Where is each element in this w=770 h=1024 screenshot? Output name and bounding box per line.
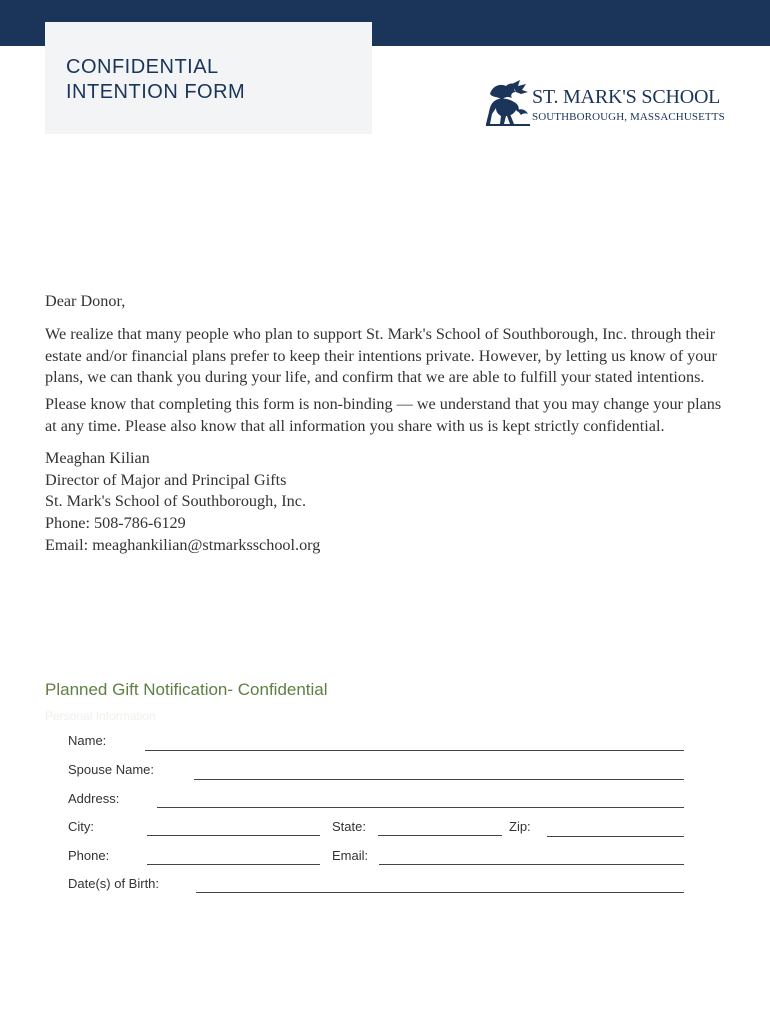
signature-phone: Phone: 508-786-6129	[45, 514, 186, 533]
school-logo	[486, 80, 731, 128]
name-field[interactable]	[145, 750, 684, 751]
section-title: Planned Gift Notification- Confidential	[45, 680, 328, 699]
email-label: Email:	[332, 848, 369, 863]
section-subtitle: Personal Information	[45, 709, 156, 723]
state-field[interactable]	[378, 835, 502, 836]
city-label: City:	[68, 819, 94, 834]
dob-label: Date(s) of Birth:	[68, 876, 160, 891]
signature-name: Meaghan Kilian	[45, 448, 150, 467]
name-label: Name:	[68, 733, 107, 748]
signature-title: Director of Major and Principal Gifts	[45, 470, 287, 489]
lion-crest-icon	[486, 80, 530, 126]
greeting: Dear Donor,	[45, 292, 126, 310]
paragraph-intro: We realize that many people who plan to support St. Mark's School of Southborough, Inc. through their estate and/or financial plans prefer to keep their intentions private. However, by letting us know of your plans, we can thank you during your life, and confirm that we are able to fulfill your stated intentions.	[45, 324, 717, 387]
spouse-name-label: Spouse Name:	[68, 762, 154, 777]
letter-body	[45, 291, 735, 557]
signature-block	[45, 448, 735, 557]
email-field[interactable]	[379, 864, 684, 865]
school-location: SOUTHBOROUGH, MASSACHUSETTS	[532, 111, 725, 123]
form-title-box	[45, 22, 372, 134]
signature-org: St. Mark's School of Southborough, Inc.	[45, 492, 307, 511]
zip-label: Zip:	[509, 819, 531, 834]
phone-label: Phone:	[68, 848, 110, 863]
dob-field[interactable]	[196, 892, 684, 893]
address-label: Address:	[68, 791, 120, 806]
spouse-name-field[interactable]	[194, 779, 684, 780]
city-field[interactable]	[147, 835, 320, 836]
state-label: State:	[332, 819, 366, 834]
zip-field[interactable]	[547, 836, 684, 837]
paragraph-nonbinding: Please know that completing this form is non-binding — we understand that you may change your plans at any time. Please also know that all information you share with us is kept strictly confidential.	[45, 395, 722, 435]
signature-email: Email: meaghankilian@stmarksschool.org	[45, 535, 321, 554]
phone-field[interactable]	[147, 864, 320, 865]
form-title: CONFIDENTIAL INTENTION FORM	[66, 56, 246, 103]
school-name: ST. MARK'S SCHOOL	[532, 86, 721, 108]
address-field[interactable]	[157, 807, 684, 808]
